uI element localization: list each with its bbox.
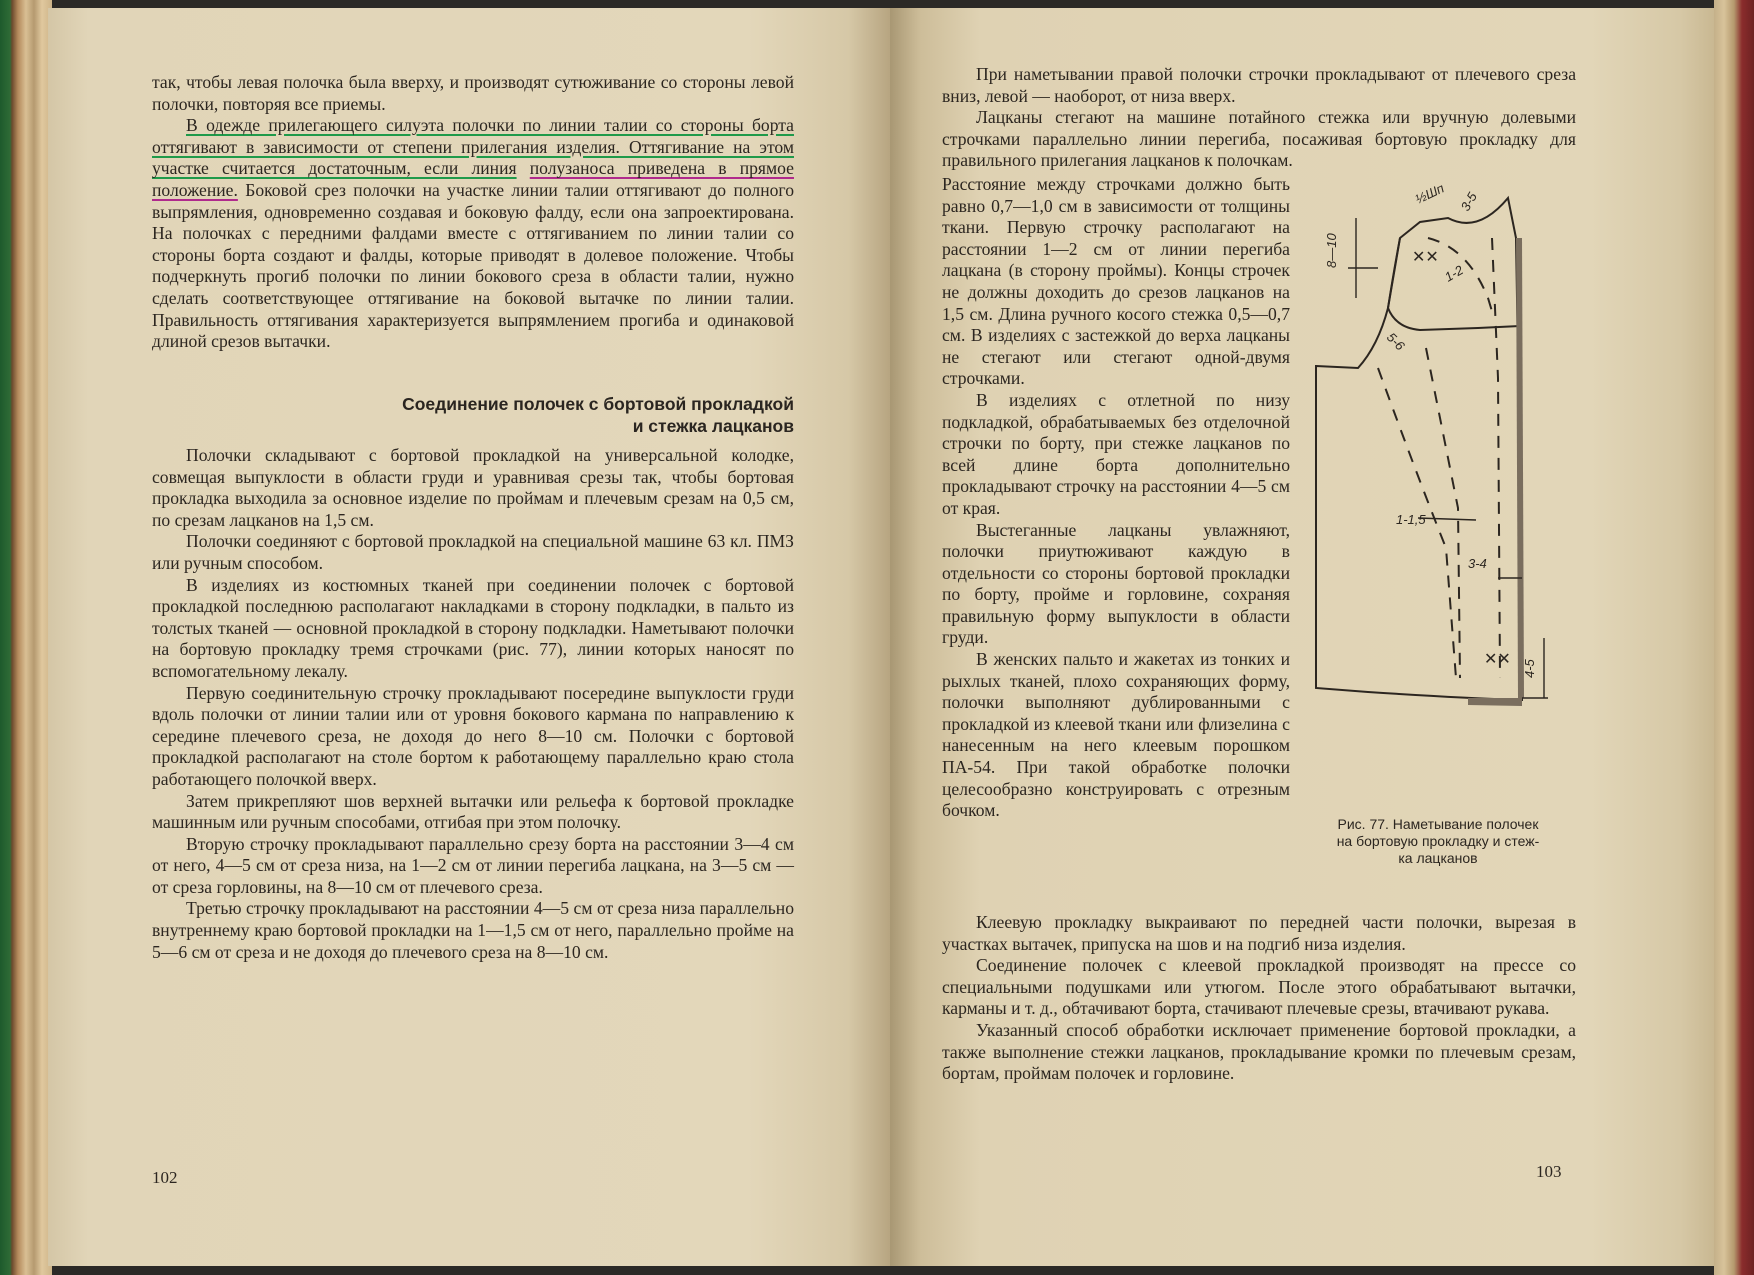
magenta-underline-text: полузаноса приведена в прямое положение. xyxy=(152,158,794,200)
caption-line-1: Рис. 77. Наметывание полочек xyxy=(1337,816,1539,832)
paragraph: так, чтобы левая полочка была вверху, и производят сутюживание со стороны левой полочки, повторяя все приемы. xyxy=(152,72,794,114)
label-5-6: 5-6 xyxy=(1383,329,1408,354)
paragraph: Клеевую прокладку выкраивают по передней части полочки, вырезая в участках вытачек, припуска на шов и на подгиб низа изделия. xyxy=(942,912,1576,954)
paragraph-rest: Боковой срез полочки на участке линии талии оттягивают до полного выпрямления, одновременно создавая и боковую фалду, если она запроектирована. На полочках с передними фалдами вместе с оттягиванием по линии талии со стороны борта создают и фалды, которые приводят в долевое положение. Чтобы подчеркнуть прогиб полочки по линии бокового среза в области талии, нужно сделать соответствующее оттягивание на боковой вытачке по линии талии. Правильность оттягивания характеризуется выпрямлением прогиба и одинаковой длиной срезов вытачки. xyxy=(152,179,794,352)
figure-caption xyxy=(1308,816,1568,867)
right-text-top xyxy=(942,64,1576,172)
right-text-bottom xyxy=(942,912,1576,1085)
paragraph: Лацканы стегают на машине потайного стежка или вручную долевыми строчками параллельно линии перегиба, посаживая бортовую прокладку для правильного прилегания лацканов к полочкам. xyxy=(942,107,1576,171)
paragraph: Соединение полочек с клеевой прокладкой производят на прессе со специальными подушками или утюгом. После этого обрабатывают вытачки, карманы и т. д., обтачивают борта, стачивают плечевые срезы, втачивают рукава. xyxy=(942,955,1576,1019)
panel-outline xyxy=(1316,198,1522,700)
label-1-2: 1-2 xyxy=(1442,262,1466,285)
highlighted-paragraph xyxy=(152,115,794,353)
page-number-right: 103 xyxy=(1536,1162,1562,1181)
paragraph: Вторую строчку прокладывают параллельно срезу борта на расстоянии 3—4 см от него, 4—5 см от среза низа, на 1—2 см от линии перегиба лацкана, на 3—5 см — от среза горловины, на 8—10 см от плечевого среза. xyxy=(152,833,794,897)
label-half-shp: ½Шп xyxy=(1412,180,1447,207)
paragraph: При наметывании правой полочки строчки прокладывают от плечевого среза вниз, левой — наоборот, от низа вверх. xyxy=(942,64,1576,106)
book-edge-left xyxy=(0,0,52,1275)
right-side-column xyxy=(942,174,1290,822)
front-panel-diagram xyxy=(1308,178,1558,798)
left-page xyxy=(48,8,890,1266)
stitch-line-3 xyxy=(1492,238,1500,678)
hem-band xyxy=(1468,698,1522,706)
dim-line-1-1-5 xyxy=(1418,518,1476,520)
armhole-line xyxy=(1388,238,1520,330)
label-4-5: 4-5 xyxy=(1522,659,1537,678)
paragraph: В женских пальто и жакетах из тонких и рыхлых тканей, плохо сохраняющих форму, полочки выполняют дублированными с прокладкой из клеевой ткани или флизелина с нанесенным на него клеевым порошком ПА-54. При такой обработке полочки целесообразно конструировать с отрезным бочком. xyxy=(942,649,1290,821)
paragraph: Затем прикрепляют шов верхней вытачки или рельефа к бортовой прокладке машинным или ручным способами, отгибая при этом полочку. xyxy=(152,790,794,833)
paragraph: Расстояние между строчками должно быть равно 0,7—1,0 см в зависимости от толщины ткани. Первую строчку располагают на расстоянии 1—2 см от линии перегиба лацкана (в сторону проймы). Концы строчек не должны доходить до срезов лацканов на 1,5 см. Длина ручного косого стежка 0,5—0,7 см. В изделиях с застежкой до верха лацканы не стегают или стегают одной-двумя строчками. xyxy=(942,174,1290,389)
heading-line-2: и стежка лацканов xyxy=(632,416,794,436)
paragraph: Полочки складывают с бортовой прокладкой на универсальной колодке, совмещая выпуклости в области груди и уравнивая срезы так, чтобы бортовая прокладка выходила за основное изделие по проймам и плечевым срезам на 0,5 см, по срезам лацканов на 1,5 см. xyxy=(152,445,794,530)
label-1-1-5: 1-1,5 xyxy=(1396,512,1426,527)
paragraph: В изделиях из костюмных тканей при соединении полочек с бортовой прокладкой последнюю располагают накладками в сторону подкладки, в пальто из толстых тканей — основной прокладкой в сторону подкладки. Наметывают полочки на бортовую прокладку тремя строчками (рис. 77), линии которых наносят по вспомогательному лекалу. xyxy=(152,574,794,681)
label-3-5: 3-5 xyxy=(1457,189,1480,214)
book-edge-right xyxy=(1714,0,1754,1275)
left-text-top xyxy=(152,72,794,353)
left-text-main xyxy=(152,445,794,963)
svg-text:✕✕: ✕✕ xyxy=(1484,651,1511,668)
page-number-left: 102 xyxy=(152,1168,178,1187)
heading-line-1: Соединение полочек с бортовой прокладкой xyxy=(402,394,794,414)
stitch-line-2 xyxy=(1426,348,1460,678)
paragraph: Полочки соединяют с бортовой прокладкой на специальной машине 63 кл. ПМЗ или ручным способом. xyxy=(152,531,794,573)
paragraph: Третью строчку прокладывают на расстоянии 4—5 см от среза низа параллельно внутреннему краю бортовой прокладки на 1—1,5 см от него, параллельно пройме на 5—6 см от среза и не доходя до плечевого среза на 8—10 см. xyxy=(152,898,794,962)
caption-line-2: на бортовую прокладку и стеж- xyxy=(1336,833,1540,849)
front-edge-band xyxy=(1516,238,1524,698)
paragraph: В изделиях с отлетной по низу подкладкой, обрабатываемых без отделочной строчки по борту, при стежке лацканов по всей длине борта дополнительно прокладывают строчку на расстоянии 4—5 см от края. xyxy=(942,389,1290,518)
paragraph: Указанный способ обработки исключает применение бортовой прокладки, а также выполнение стежки лацканов, прокладывание кромки по плечевым срезам, бортам, проймам полочек и горловине. xyxy=(942,1019,1576,1084)
section-heading xyxy=(152,393,794,437)
label-3-4: 3-4 xyxy=(1468,556,1487,571)
paragraph: Первую соединительную строчку прокладывают посередине выпуклости груди вдоль полочки от линии талии или от уровня бокового кармана по направлению к середине плечевого среза, не доходя до него 8—10 см. Полочки с бортовой прокладкой располагают на столе бортом к работающему параллельно краю стола работающего полочкой вверх. xyxy=(152,682,794,789)
figure-77 xyxy=(1308,178,1558,798)
right-page xyxy=(890,8,1714,1266)
paragraph: Выстеганные лацканы увлажняют, полочки приутюживают каждую в отдельности со стороны бортовой прокладки по борту, пройме и горловине, сохраняя правильную форму выпуклости в области груди. xyxy=(942,519,1290,648)
green-underline-text: В одежде прилегающего силуэта полочки по линии талии со стороны борта оттягивают в зависимости от степени прилегания изделия. Оттягивание на этом участке считается достаточным, если линия xyxy=(152,115,794,179)
label-8-10: 8—10 xyxy=(1324,233,1339,268)
svg-text:✕✕: ✕✕ xyxy=(1412,249,1439,266)
caption-line-3: ка лацканов xyxy=(1398,850,1478,866)
